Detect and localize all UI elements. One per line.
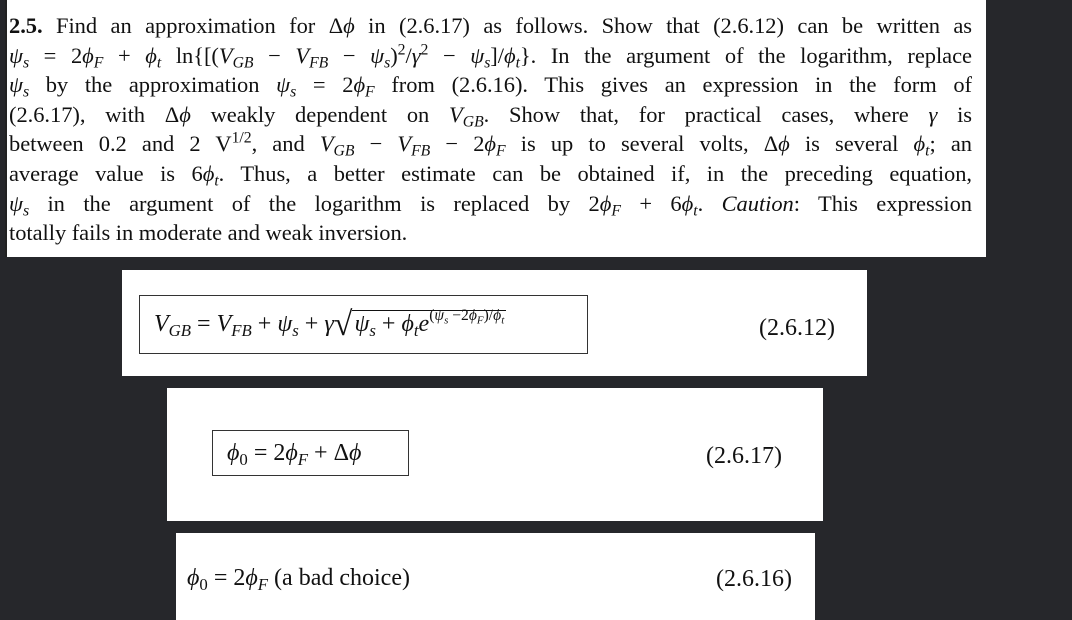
problem-line-8: totally fails in moderate and weak inversion. (9, 220, 408, 246)
problem-line-4: (2.6.17), with Δϕ weakly dependent on $V_{GB}$. Show that, for practical cases, where γ is (9, 101, 973, 131)
equation-number-2-6-16: (2.6.16) (716, 566, 792, 592)
problem-line-7: $\psi_s$ in the argument of the logarithm is replaced by $2\phi_F + 6\phi_t$. Caution: This expression (9, 190, 972, 220)
problem-line-2: $\psi_s = 2\phi_F + \phi_t$ $\ln\{[(V_{GB} - V_{FB} - \psi_s)^2/\gamma^2 - \psi_s]/\phi_t\}$. In the argument of the logarithm, replace (9, 40, 972, 72)
equation-2-6-12-box (139, 295, 588, 354)
equation-2-6-12-panel (122, 270, 867, 376)
problem-line-1: 2.5. Find an approximation for Δϕ in (2.6.17) as follows. Show that (2.6.12) can be written as (9, 13, 972, 38)
problem-line-5: between 0.2 and 2 $V^{1/2}$, and $V_{GB} - V_{FB} - 2\phi_F$ is up to several volts, Δϕ is several $\phi_t$; an (9, 129, 972, 161)
problem-line-6: average value is $6\phi_t$. Thus, a better estimate can be obtained if, in the preceding equation, (9, 160, 972, 190)
problem-text (7, 11, 986, 248)
equation-2-6-17: $\phi_0 = 2\phi_F + \Delta\phi$ (227, 439, 362, 469)
left-margin-bar (5, 0, 7, 257)
equation-2-6-17-panel (167, 388, 823, 521)
equation-2-6-16: $\phi_0 = 2\phi_F$ (a bad choice) (187, 565, 410, 595)
problem-2-5-panel (5, 0, 986, 257)
equation-number-2-6-17: (2.6.17) (706, 443, 782, 469)
equation-2-6-12: $V_{GB} = V_{FB} + \psi_s + \gamma√\psi_s + \phi_te^{(\psi_s -2\phi_F)/\phi_t}$ (154, 305, 505, 343)
problem-number: 2.5. (9, 13, 43, 38)
equation-2-6-16-panel (176, 533, 815, 620)
problem-line-3: $\psi_s$ by the approximation $\psi_s = 2\phi_F$ from (2.6.16). This gives an expression in the form of (9, 72, 973, 101)
equation-number-2-6-12: (2.6.12) (759, 315, 835, 341)
equation-2-6-17-box (212, 430, 409, 476)
